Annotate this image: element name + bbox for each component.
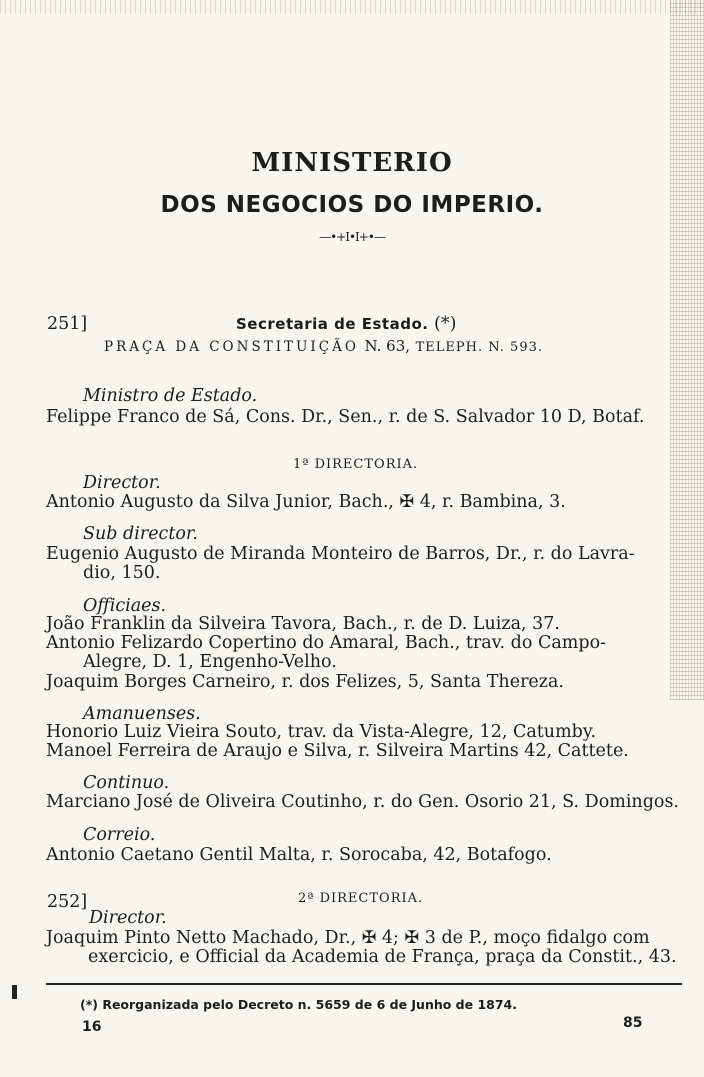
director-heading: Director.: [89, 908, 167, 928]
director-entry: Antonio Augusto da Silva Junior, Bach., ✠ 4, r. Bambina, 3.: [46, 492, 566, 512]
directoria-2-heading: 2ª DIRECTORIA.: [298, 891, 424, 906]
directoria-1-heading: 1ª DIRECTORIA.: [293, 457, 419, 472]
address-label: PRAÇA DA CONSTITUIÇÃO: [104, 339, 359, 355]
scan-noise-top: [0, 0, 704, 14]
sub-director-entry-line2: dio, 150.: [83, 563, 161, 583]
correio-entry: Antonio Caetano Gentil Malta, r. Sorocaba, 42, Botafogo.: [46, 845, 552, 865]
section-number: 251]: [47, 314, 88, 334]
section-number: 252]: [47, 892, 88, 912]
officer-entry: Antonio Felizardo Copertino do Amaral, Bach., trav. do Campo-: [46, 633, 607, 653]
correio-heading: Correio.: [83, 825, 156, 845]
address-line: [104, 336, 543, 358]
address-number: N. 63,: [364, 337, 411, 355]
minister-heading: Ministro de Estado.: [83, 386, 258, 406]
minister-entry: Felippe Franco de Sá, Cons. Dr., Sen., r. de S. Salvador 10 D, Botaf.: [46, 407, 645, 427]
section-title: Secretaria de Estado.: [236, 315, 429, 333]
sub-director-entry-line1: Eugenio Augusto de Miranda Monteiro de Barros, Dr., r. do Lavra-: [46, 544, 635, 564]
continuo-heading: Continuo.: [83, 773, 170, 793]
scan-noise-right: [670, 0, 704, 700]
page-title: MINISTERIO: [251, 148, 453, 178]
sheet-number: 16: [82, 1019, 102, 1035]
section-heading: [236, 314, 456, 334]
page-number: 85: [623, 1015, 643, 1031]
sub-director-heading: Sub director.: [83, 524, 198, 544]
phone-number: TELEPH. N. 593.: [415, 340, 543, 355]
footnote-rule: [46, 983, 682, 985]
footnote-mark: (*): [434, 314, 457, 334]
director-entry: Joaquim Pinto Netto Machado, Dr., ✠ 4; ✠ 3 de P., moço fidalgo com: [46, 928, 650, 948]
officer-entry: João Franklin da Silveira Tavora, Bach., r. de D. Luiza, 37.: [46, 614, 560, 634]
ornament-divider: —•+I•I+•—: [319, 230, 385, 244]
continuo-entry: Marciano José de Oliveira Coutinho, r. do Gen. Osorio 21, S. Domingos.: [46, 792, 679, 812]
officer-entry-continued: Alegre, D. 1, Engenho-Velho.: [83, 652, 337, 672]
director-heading: Director.: [83, 473, 161, 493]
officers-heading: Officiaes.: [83, 596, 167, 616]
director-entry-continued: exercicio, e Official da Academia de França, praça da Constit., 43.: [88, 947, 677, 967]
clerks-heading: Amanuenses.: [83, 704, 201, 724]
margin-mark: [12, 985, 17, 999]
page-subtitle: DOS NEGOCIOS DO IMPERIO.: [160, 192, 544, 218]
clerk-entry: Honorio Luiz Vieira Souto, trav. da Vista-Alegre, 12, Catumby.: [46, 722, 597, 742]
officer-entry: Joaquim Borges Carneiro, r. dos Felizes, 5, Santa Thereza.: [46, 672, 565, 692]
footnote: (*) Reorganizada pelo Decreto n. 5659 de 6 de Junho de 1874.: [80, 997, 517, 1012]
clerk-entry: Manoel Ferreira de Araujo e Silva, r. Silveira Martins 42, Cattete.: [46, 741, 629, 761]
